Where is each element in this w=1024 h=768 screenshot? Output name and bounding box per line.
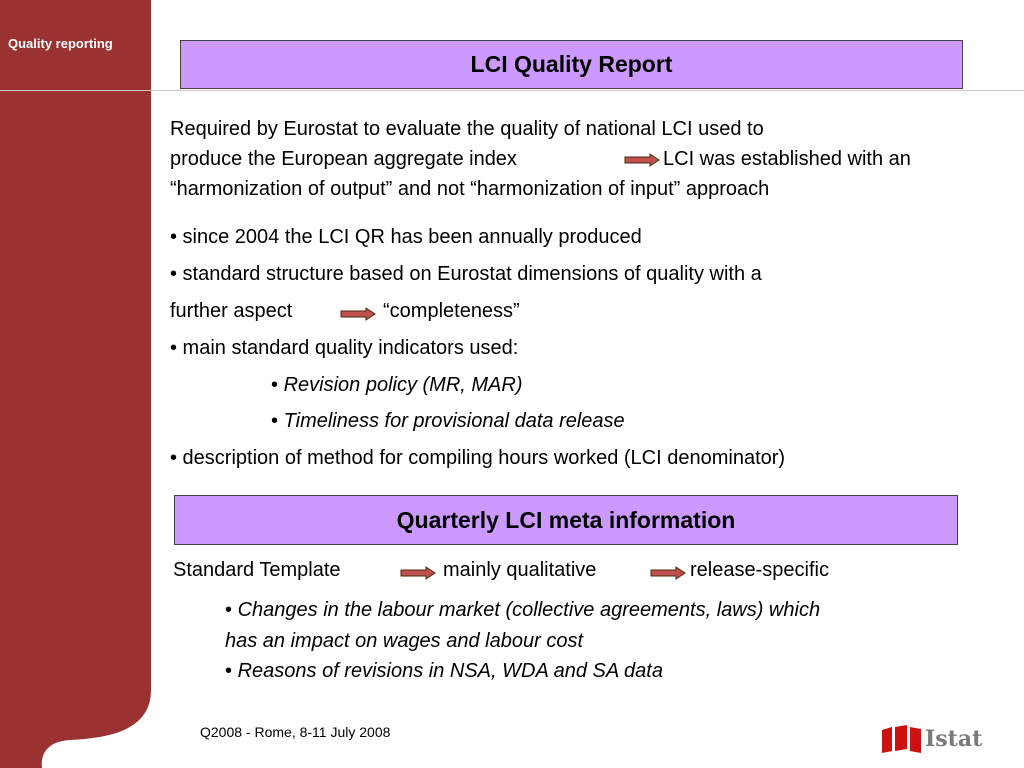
sidebar-label: Quality reporting [8, 36, 113, 51]
flow-mainly-qualitative: mainly qualitative [443, 559, 597, 581]
item-changes-labour-market-cont: has an impact on wages and labour cost [225, 630, 583, 652]
sub-bullet-timeliness [271, 406, 625, 436]
istat-logo-icon [880, 724, 924, 754]
intro-line-3: “harmonization of output” and not “harmonization of input” approach [170, 178, 770, 200]
intro-line-1: Required by Eurostat to evaluate the quality of national LCI used to [170, 118, 764, 140]
bullet-standard-structure: • standard structure based on Eurostat dimensions of quality with a [170, 263, 762, 285]
footer-text: Q2008 - Rome, 8-11 July 2008 [200, 724, 391, 740]
intro-line-2a: produce the European aggregate index [170, 148, 517, 170]
intro-line-2b: LCI was established with an [663, 148, 911, 170]
revision-policy-text: Revision policy (MR, MAR) [283, 374, 523, 396]
bullet-since-2004: • since 2004 the LCI QR has been annually produced [170, 226, 642, 248]
bullet-description-method: • description of method for compiling hours worked (LCI denominator) [170, 447, 786, 469]
bullet-further-aspect: further aspect [170, 300, 293, 322]
right-arrow-icon [624, 153, 660, 167]
header-divider [0, 90, 1024, 91]
changes-labour-market-text: Changes in the labour market (collective agreements, laws) which [237, 599, 821, 621]
timeliness-text: Timeliness for provisional data release [283, 410, 625, 432]
section-title-text: Quarterly LCI meta information [396, 506, 736, 533]
section-title-quarterly-meta [174, 495, 958, 545]
right-arrow-icon [340, 307, 376, 321]
sub-bullet-revision-policy [271, 370, 523, 400]
reasons-revisions-text: Reasons of revisions in NSA, WDA and SA data [237, 660, 663, 682]
istat-logo-text: Istat [925, 726, 983, 752]
bullet-mark: • [271, 374, 279, 396]
sidebar-background [0, 0, 160, 768]
item-changes-labour-market [225, 595, 820, 625]
bullet-mark: • [271, 410, 279, 432]
flow-standard-template: Standard Template [173, 559, 341, 581]
flow-release-specific: release-specific [690, 559, 829, 581]
right-arrow-icon [650, 566, 686, 580]
item-reasons-revisions [225, 656, 663, 686]
right-arrow-icon [400, 566, 436, 580]
bullet-mark: • [225, 599, 233, 621]
section-title-lci-quality-report [180, 40, 963, 89]
section-title-text: LCI Quality Report [470, 51, 673, 77]
bullet-main-indicators: • main standard quality indicators used: [170, 337, 519, 359]
completeness-label: “completeness” [383, 300, 520, 322]
bullet-mark: • [225, 660, 233, 682]
